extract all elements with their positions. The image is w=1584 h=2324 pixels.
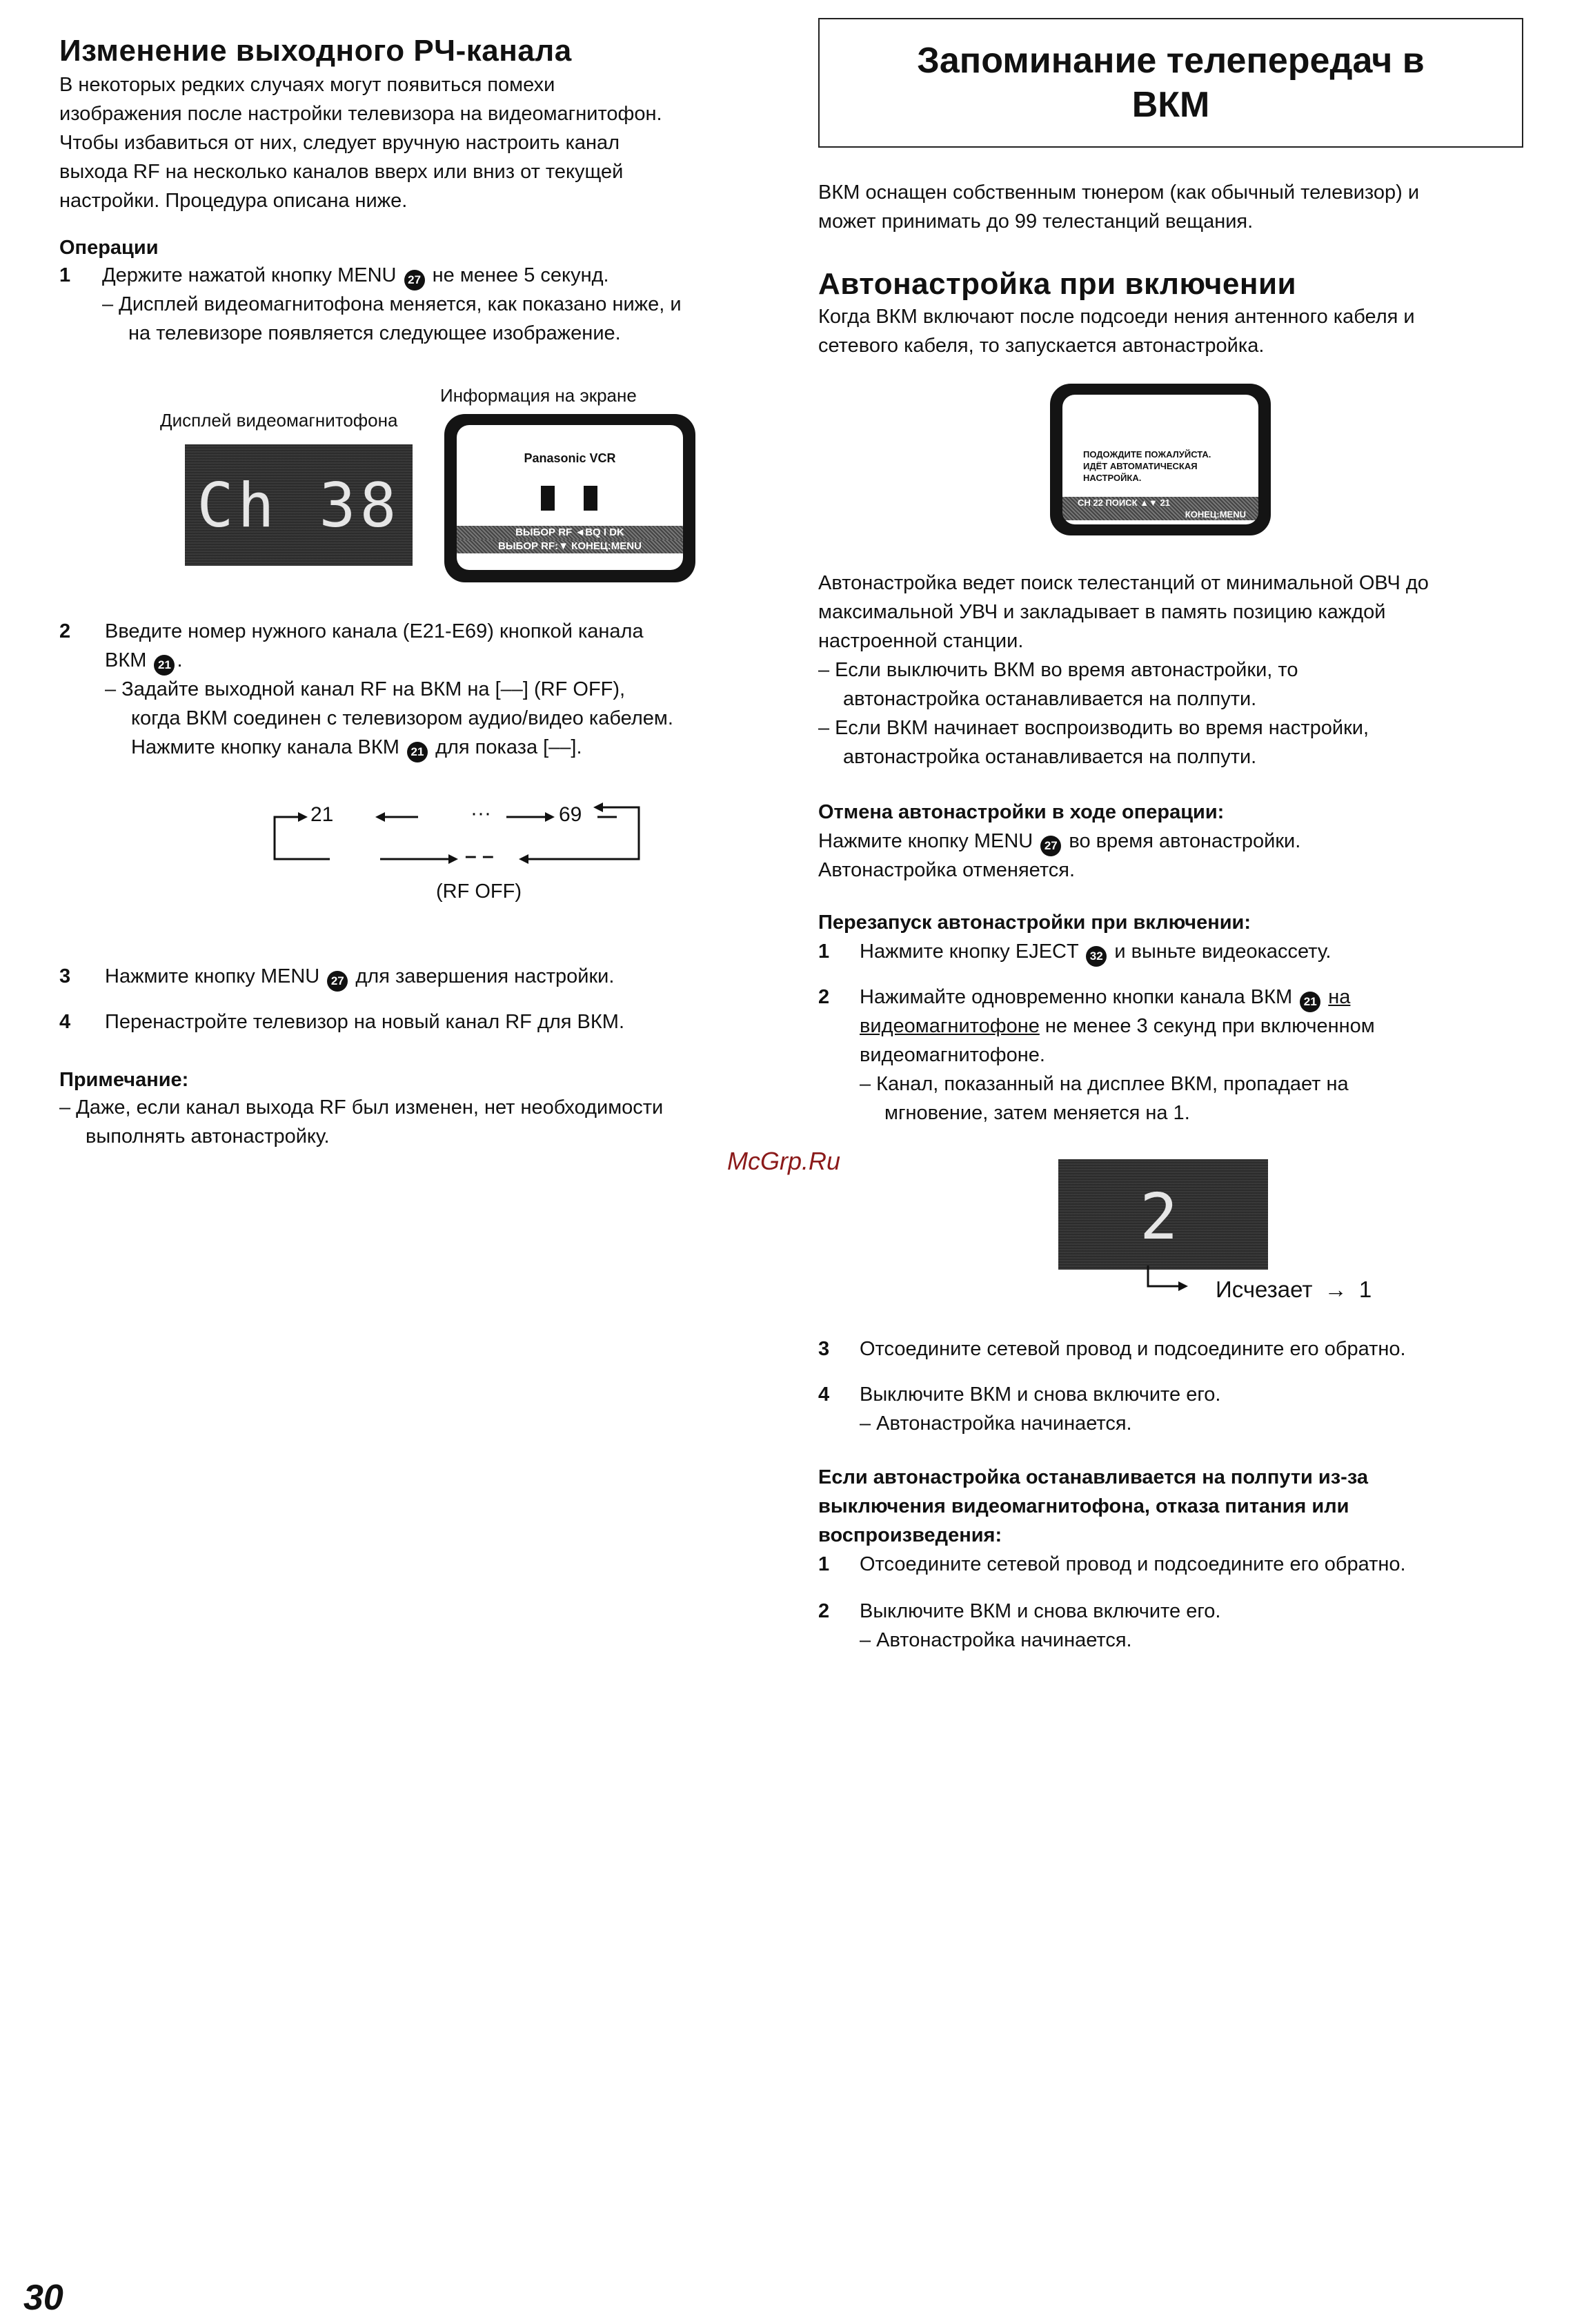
step-4 [59, 1007, 791, 1038]
step-text: Отсоедините сетевой провод и подсоедините его обратно. [860, 1338, 1406, 1360]
step-subtext: – Дисплей видеомагнитофона меняется, как показано ниже, и [102, 293, 682, 315]
step-number: 3 [818, 1338, 830, 1360]
note-text: выполнять автонастройку. [86, 1125, 330, 1148]
note-text: – Даже, если канал выхода RF был изменен, нет необходимости [59, 1096, 664, 1119]
tv-autotune-frame [1050, 384, 1271, 535]
step-text: Отсоедините сетевой провод и подсоедините его обратно. [860, 1553, 1406, 1575]
button-ref-icon: 21 [1300, 992, 1320, 1012]
osd-message [1083, 449, 1211, 484]
step-text: не менее 3 секунд при включенном [1045, 1015, 1375, 1037]
rf-intro [59, 70, 662, 215]
step-text: Перенастройте телевизор на новый канал RF для ВКМ. [105, 1011, 625, 1033]
lcd-digit: 2 [1140, 1180, 1178, 1254]
text-line: Когда ВКМ включают после подсоеди нения антенного кабеля и [818, 306, 1415, 328]
stop-step-1 [818, 1550, 1529, 1580]
osd-bar: ВЫБОР RF ◄BQ I DK [457, 526, 683, 540]
restart-step-4 [818, 1380, 1529, 1442]
tuner-intro [818, 178, 1419, 236]
text-line: изображения после настройки телевизора на видеомагнитофон. [59, 103, 662, 125]
fig-label-display: Дисплей видеомагнитофона [160, 410, 398, 431]
step-text: ВКМ [105, 649, 147, 671]
section-heading-autotune: Автонастройка при включении [818, 267, 1297, 301]
step-subtext: когда ВКМ соединен с телевизором аудио/видео кабелем. [131, 707, 673, 729]
step-text: на [1328, 986, 1351, 1008]
step-text: . [177, 649, 183, 671]
button-ref-icon: 32 [1086, 946, 1107, 967]
step-number: 2 [818, 986, 830, 1008]
text-line: во время автонастройки. [1069, 830, 1301, 852]
restart-step-2 [818, 983, 1529, 1124]
cancel-text [818, 827, 1300, 856]
step-text: видеомагнитофоне. [860, 1044, 1045, 1066]
channel-21: 21 [310, 803, 334, 826]
page-title: ВКМ [1131, 85, 1210, 125]
step-number: 1 [818, 941, 830, 963]
note-heading: Примечание: [59, 1069, 189, 1091]
step-text: Выключите ВКМ и снова включите его. [860, 1600, 1221, 1622]
osd-line: НАСТРОЙКА. [1083, 473, 1142, 483]
text-line: – Если выключить ВКМ во время автонастройки, то [818, 659, 1298, 681]
channel-dots: ··· [471, 802, 491, 825]
step-text: Нажмите кнопку MENU [105, 965, 320, 987]
step-number: 3 [59, 965, 71, 987]
channel-cycle-diagram [266, 794, 653, 904]
text-line: воспроизведения: [818, 1524, 1002, 1546]
step-text: Введите номер нужного канала (E21-E69) кнопкой канала [105, 620, 644, 642]
vcr-lcd-display [185, 444, 413, 566]
text-line: может принимать до 99 телестанций вещания. [818, 210, 1254, 233]
text-line: выхода RF на несколько каналов вверх или вниз от текущей [59, 161, 624, 183]
step-subtext: – Автонастройка начинается. [860, 1412, 1132, 1435]
autotune-intro [818, 302, 1415, 360]
step-text: Нажимайте одновременно кнопки канала ВКМ [860, 986, 1293, 1008]
text-line: – Если ВКМ начинает воспроизводить во время настройки, [818, 717, 1369, 739]
osd-bar: CH 22 ПОИСК ▲▼ 21 [1062, 497, 1258, 509]
step-text: Держите нажатой кнопку MENU [102, 264, 397, 286]
text-line: ВКМ оснащен собственным тюнером (как обычный телевизор) и [818, 181, 1420, 204]
channel-off: – – [465, 845, 494, 867]
disappear-arrow-icon [1142, 1263, 1198, 1297]
restart-step-1 [818, 937, 1529, 967]
stop-step-2 [818, 1597, 1529, 1659]
step-number: 1 [818, 1553, 830, 1575]
arrow-icon: → [1324, 1277, 1347, 1302]
step-text: для завершения настройки. [355, 965, 615, 987]
osd-block-icon [541, 486, 555, 511]
text-line: настроенной станции. [818, 630, 1024, 652]
text-line: выключения видеомагнитофона, отказа питания или [818, 1495, 1349, 1517]
text-line: В некоторых редких случаях могут появиться помехи [59, 74, 555, 96]
watermark: McGrp.Ru [727, 1147, 841, 1175]
osd-line: ПОДОЖДИТЕ ПОЖАЛУЙСТА. [1083, 449, 1211, 460]
stop-heading [818, 1463, 1368, 1550]
page-title-box [818, 18, 1523, 148]
text-line: максимальной УВЧ и закладывает в память позицию каждой [818, 601, 1386, 623]
step-subtext: – Задайте выходной канал RF на ВКМ на [––] (RF OFF), [105, 678, 626, 700]
step-number: 2 [59, 620, 71, 642]
caption-text: Исчезает [1216, 1277, 1313, 1302]
channel-69: 69 [559, 803, 582, 826]
tv-screen-frame [444, 414, 695, 582]
text-line: Нажмите кнопку MENU [818, 830, 1033, 852]
step-1 [59, 261, 791, 351]
osd-bar: ВЫБОР RF:▼ КОНЕЦ:MENU [457, 540, 683, 553]
section-heading-rf-channel: Изменение выходного РЧ-канала [59, 34, 572, 68]
tv-autotune-screen [1062, 395, 1258, 524]
vcr-lcd-display-2 [1058, 1159, 1268, 1270]
page-number: 30 [23, 2278, 63, 2318]
step-subtext: – Автонастройка начинается. [860, 1629, 1132, 1651]
step-subtext: – Канал, показанный на дисплее ВКМ, пропадает на [860, 1073, 1349, 1095]
osd-title: Panasonic VCR [524, 451, 616, 465]
step-subtext: Нажмите кнопку канала ВКМ [131, 736, 399, 758]
text-line: автонастройка останавливается на полпути. [843, 688, 1257, 710]
search-description [818, 569, 1529, 776]
rf-off-caption: (RF OFF) [436, 880, 522, 903]
button-ref-icon: 27 [404, 270, 425, 290]
operations-heading: Операции [59, 237, 159, 259]
page-title: Запоминание телепередач в [917, 41, 1425, 81]
osd-block-icon [584, 486, 597, 511]
step-number: 4 [59, 1011, 71, 1033]
step-subtext: на телевизоре появляется следующее изображение. [128, 322, 621, 344]
step-text: видеомагнитофоне [860, 1015, 1040, 1037]
step-text: Нажмите кнопку EJECT [860, 941, 1079, 963]
osd-bar: КОНЕЦ:MENU [1062, 509, 1258, 520]
step-number: 2 [818, 1600, 830, 1622]
step-subtext: мгновение, затем меняется на 1. [884, 1102, 1190, 1124]
osd-line: ИДЁТ АВТОМАТИЧЕСКАЯ [1083, 461, 1198, 471]
text-line: Автонастройка ведет поиск телестанций от минимальной ОВЧ до [818, 572, 1429, 594]
text-line: Если автонастройка останавливается на полпути из-за [818, 1466, 1368, 1488]
button-ref-icon: 21 [154, 655, 175, 676]
step-number: 4 [818, 1383, 830, 1406]
text-line: настройки. Процедура описана ниже. [59, 190, 408, 212]
step-text: не менее 5 секунд. [432, 264, 609, 286]
step-number: 1 [59, 264, 71, 286]
step-2 [59, 617, 791, 758]
button-ref-icon: 21 [407, 742, 428, 762]
tv-osd-screen [457, 425, 683, 570]
text-line: Чтобы избавиться от них, следует вручную настроить канал [59, 132, 620, 154]
cancel-result: Автонастройка отменяется. [818, 859, 1076, 881]
button-ref-icon: 27 [327, 971, 348, 992]
step-text: Выключите ВКМ и снова включите его. [860, 1383, 1221, 1406]
restart-step-3 [818, 1335, 1529, 1365]
cancel-heading: Отмена автонастройки в ходе операции: [818, 801, 1225, 823]
text-line: сетевого кабеля, то запускается автонастройка. [818, 335, 1265, 357]
step-text: и выньте видеокассету. [1114, 941, 1331, 963]
step-subtext: для показа [––]. [435, 736, 582, 758]
disappear-caption [1216, 1277, 1372, 1303]
lcd-text: Ch 38 [197, 470, 401, 541]
restart-heading: Перезапуск автонастройки при включении: [818, 912, 1251, 934]
text-line: автонастройка останавливается на полпути. [843, 746, 1257, 768]
button-ref-icon: 27 [1040, 836, 1061, 856]
caption-text: 1 [1358, 1277, 1372, 1302]
step-3 [59, 962, 791, 992]
fig-label-screen: Информация на экране [440, 385, 637, 406]
